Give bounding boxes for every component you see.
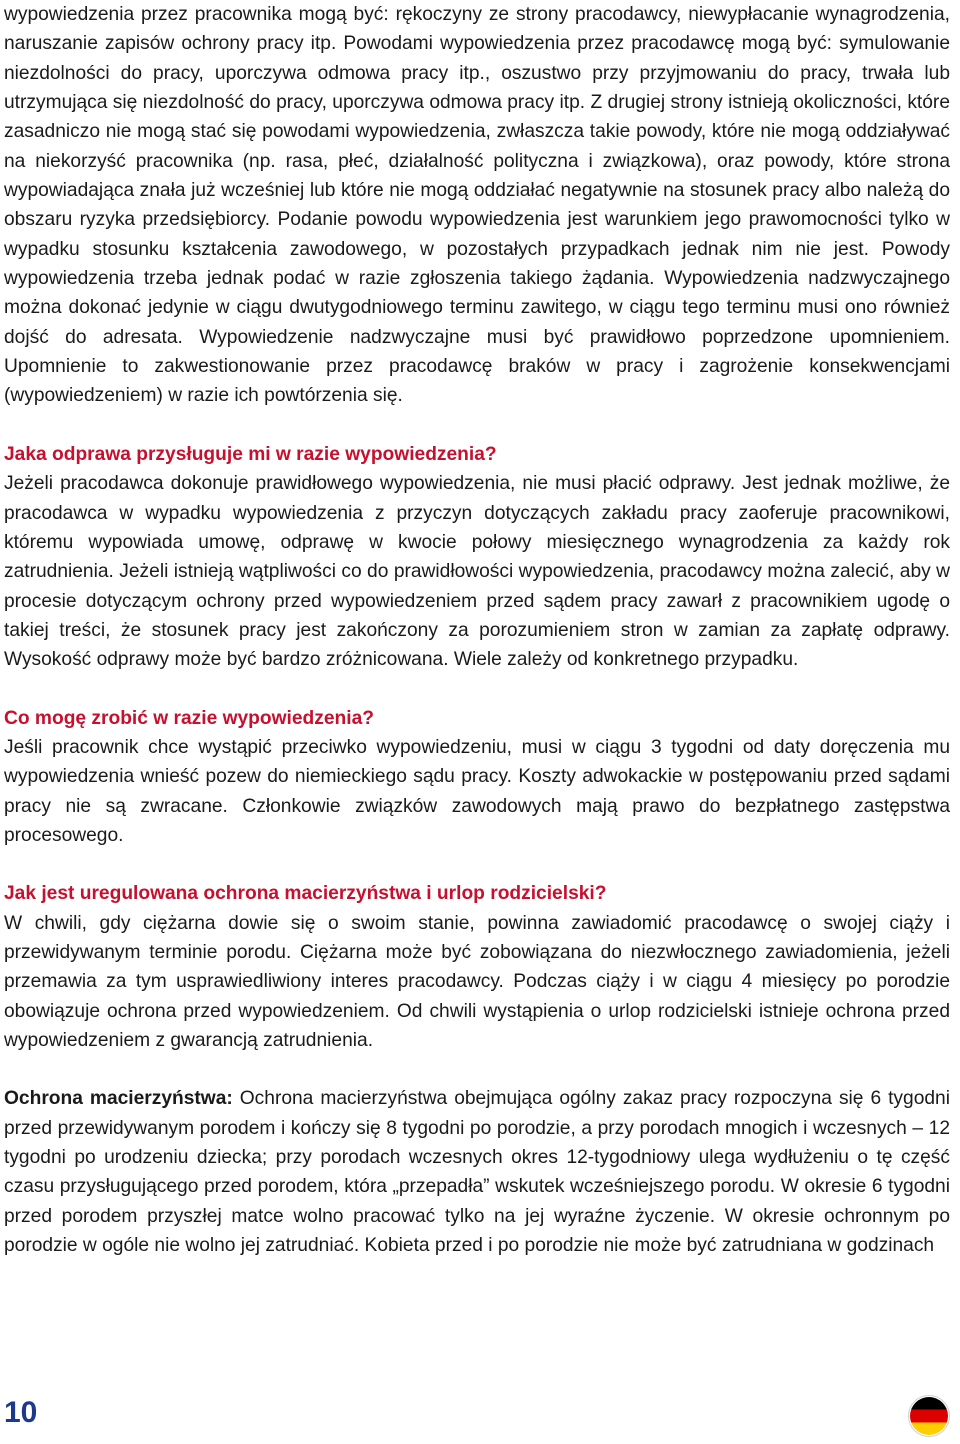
- maternity-protection-lead: Ochrona macierzyństwa:: [4, 1088, 233, 1110]
- maternity-protection-text: Ochrona macierzyństwa obejmująca ogólny zakaz pracy rozpoczyna się 6 tygodni przed przewidywanym porodem i kończy się 8 tygodni po porodzie, a przy porodach mnogich i wczesnych – 12 tygodni po urodzeniu dziecka; przy porodach wczesnych okres 12-tygodniowy ulega wydłużeniu o tę część czasu przysługującego przed porodem, która „przepadła” wskutek wcześniejszego porodu. W okresie 6 tygodni przed porodem przyszłej matce wolno pracować tylko na jej wyraźne życzenie. W okresie ochronnym po porodzie w ogóle nie wolno jej zatrudniać. Kobieta przed i po porodzie nie może być zatrudniana w godzinach: [4, 1088, 950, 1257]
- section-severance: [4, 440, 950, 675]
- paragraph-actions: Jeśli pracownik chce wystąpić przeciwko wypowiedzeniu, musi w ciągu 3 tygodni od daty doręczenia mu wypowiedzenia wnieść pozew do niemieckiego sądu pracy. Koszty adwokackie w postępowaniu przed sądami pracy nie są zwracane. Członkowie związków zawodowych mają prawo do bezpłatnego zastępstwa procesowego.: [4, 736, 950, 846]
- section-maternity-protection: [4, 1084, 950, 1260]
- paragraph-maternity: W chwili, gdy ciężarna dowie się o swoim stanie, powinna zawiadomić pracodawcę o swojej ciąży i przewidywanym terminie porodu. Ciężarna może być zobowiązana do niezwłocznego zawiadomienia, jeżeli przemawia za tym usprawiedliwiony interes pracodawcy. Podczas ciąży i w ciągu 4 miesięcy po porodzie obowiązuje ochrona przed wypowiedzeniem. Od chwili wystąpienia o urlop rodzicielski istnieje ochrona przed wypowiedzeniem z gwarancją zatrudnienia.: [4, 912, 950, 1051]
- page-number: 10: [4, 1396, 38, 1429]
- heading-severance: Jaka odprawa przysługuje mi w razie wypowiedzenia?: [4, 443, 497, 465]
- heading-maternity: Jak jest uregulowana ochrona macierzyństwa i urlop rodzicielski?: [4, 883, 607, 905]
- german-flag-icon: [908, 1395, 950, 1437]
- document-body: [4, 0, 950, 1260]
- paragraph-severance: Jeżeli pracodawca dokonuje prawidłowego wypowiedzenia, nie musi płacić odprawy. Jest jednak możliwe, że pracodawca w wypadku wypowiedzenia z przyczyn dotyczących zakładu pracy zaoferuje pracownikowi, któremu wypowiada umowę, odprawę w kwocie połowy miesięcznego wynagrodzenia za każdy rok zatrudnienia. Jeżeli istnieją wątpliwości co do prawidłowości wypowiedzenia, pracodawcy można zalecić, aby w procesie dotyczącym ochrony przed wypowiedzeniem przed sądem pracy zawarł z pracownikiem ugodę o takiej treści, że stosunek pracy jest zakończony za porozumieniem stron w zamian za zapłatę odprawy. Wysokość odprawy może być bardzo zróżnicowana. Wiele zależy od konkretnego przypadku.: [4, 473, 950, 671]
- paragraph-maternity-protection: [4, 1084, 950, 1260]
- section-maternity: [4, 879, 950, 1055]
- heading-actions: Co mogę zrobić w razie wypowiedzenia?: [4, 707, 374, 729]
- section-actions: [4, 704, 950, 851]
- paragraph-termination-reasons: wypowiedzenia przez pracownika mogą być: rękoczyny ze strony pracodawcy, niewypłacanie wynagrodzenia, naruszanie zapisów ochrony pracy itp. Powodami wypowiedzenia przez pracodawcę mogą być: symulowanie niezdolności do pracy, uporczywa odmowa pracy itp., oszustwo przy przyjmowaniu do pracy, trwała lub utrzymująca się niezdolność do pracy, uporczywa odmowa pracy itp. Z drugiej strony istnieją okoliczności, które zasadniczo nie mogą stać się powodami wypowiedzenia, zwłaszcza takie powody, które nie mogą oddziaływać na niekorzyść pracownika (np. rasa, płeć, działalność polityczna i związkowa), oraz powody, które strona wypowiadająca znała już wcześniej lub które nie mogą oddziałać negatywnie na stosunek pracy albo należą do obszaru ryzyka przedsiębiorcy. Podanie powodu wypowiedzenia jest warunkiem jego prawomocności tylko w wypadku stosunku kształcenia zawodowego, w pozostałych przypadkach jednak nim nie jest. Powody wypowiedzenia trzeba jednak podać w razie zgłoszenia takiego żądania. Wypowiedzenia nadzwyczajnego można dokonać jedynie w ciągu dwutygodniowego terminu zawitego, w ciągu tego terminu musi ono również dojść do adresata. Wypowiedzenie nadzwyczajne musi być prawidłowo poprzedzone upomnieniem. Upomnienie to zakwestionowanie przez pracodawcę braków w pracy i zagrożenie konsekwencjami (wypowiedzeniem) w razie ich powtórzenia się.: [4, 4, 950, 407]
